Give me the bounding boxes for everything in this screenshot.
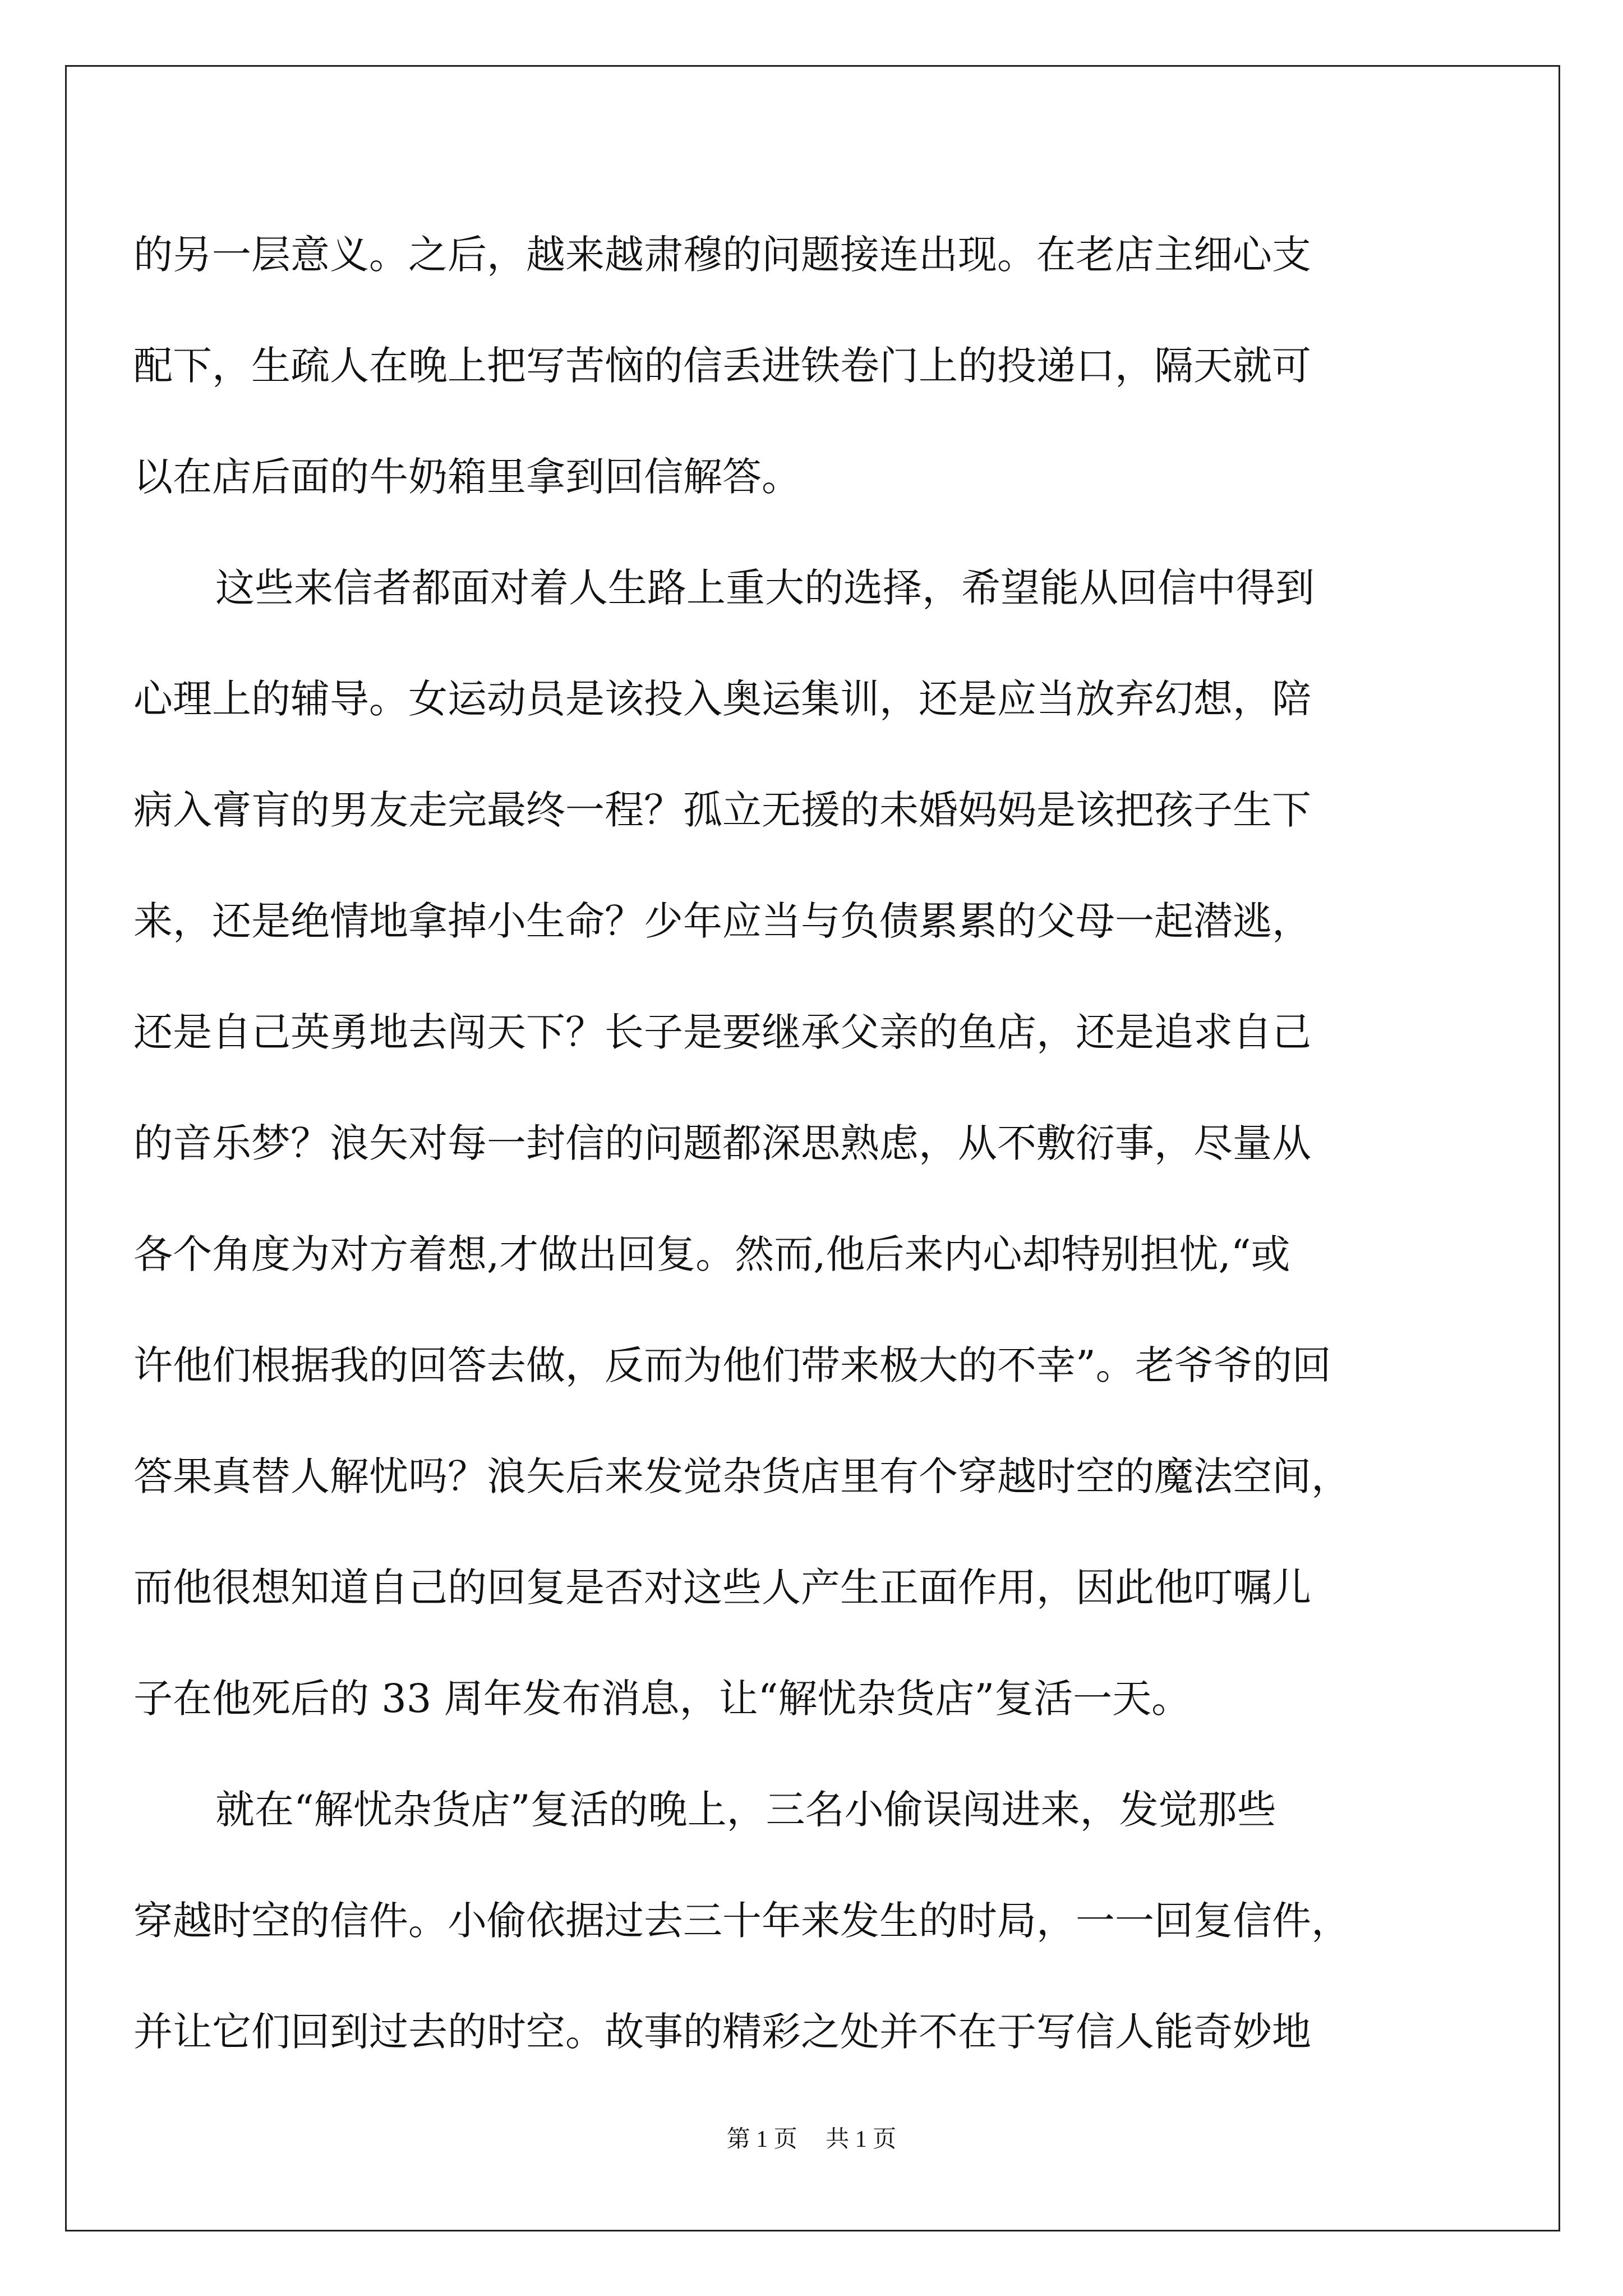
- text-line: 的另一层意义。之后，越来越肃穆的问题接连出现。在老店主细心支: [133, 232, 1311, 278]
- text-line: 答果真替人解忧吗？浪矢后来发觉杂货店里有个穿越时空的魔法空间，: [133, 1453, 1350, 1499]
- text-line: 子在他死后的 33 周年发布消息，让“解忧杂货店”复活一天。: [133, 1676, 1191, 1722]
- text-line: 穿越时空的信件。小偷依据过去三十年来发生的时局，一一回复信件，: [133, 1898, 1350, 1944]
- paragraph-start-line: 这些来信者都面对着人生路上重大的选择，希望能从回信中得到: [215, 565, 1315, 611]
- page-number-total: 共 1 页: [826, 2127, 897, 2152]
- text-line: 病入膏肓的男友走完最终一程？孤立无援的未婚妈妈是该把孩子生下: [133, 787, 1311, 833]
- text-line: 而他很想知道自己的回复是否对这些人产生正面作用，因此他叮嘱儿: [133, 1565, 1311, 1611]
- page-number-current: 第 1 页: [726, 2127, 797, 2152]
- text-line: 各个角度为对方着想,才做出回复。然而,他后来内心却特别担忧,“或: [133, 1231, 1290, 1277]
- text-line: 心理上的辅导。女运动员是该投入奥运集训，还是应当放弃幻想，陪: [133, 676, 1311, 722]
- page-footer: [0, 2123, 1623, 2156]
- text-line: 的音乐梦？浪矢对每一封信的问题都深思熟虑，从不敷衍事，尽量从: [133, 1120, 1311, 1166]
- text-line: 来，还是绝情地拿掉小生命？少年应当与负债累累的父母一起潜逃，: [133, 898, 1311, 944]
- paragraph-start-line: 就在“解忧杂货店”复活的晚上，三名小偷误闯进来，发觉那些: [215, 1787, 1276, 1833]
- document-body: [133, 199, 1491, 2087]
- text-line: 并让它们回到过去的时空。故事的精彩之处并不在于写信人能奇妙地: [133, 2009, 1311, 2055]
- text-line: 许他们根据我的回答去做，反而为他们带来极大的不幸”。老爷爷的回: [133, 1342, 1331, 1388]
- text-line: 还是自己英勇地去闯天下？长子是要继承父亲的鱼店，还是追求自己: [133, 1009, 1311, 1055]
- text-line: 配下，生疏人在晚上把写苦恼的信丢进铁卷门上的投递口，隔天就可: [133, 343, 1311, 389]
- text-line: 以在店后面的牛奶箱里拿到回信解答。: [133, 454, 801, 500]
